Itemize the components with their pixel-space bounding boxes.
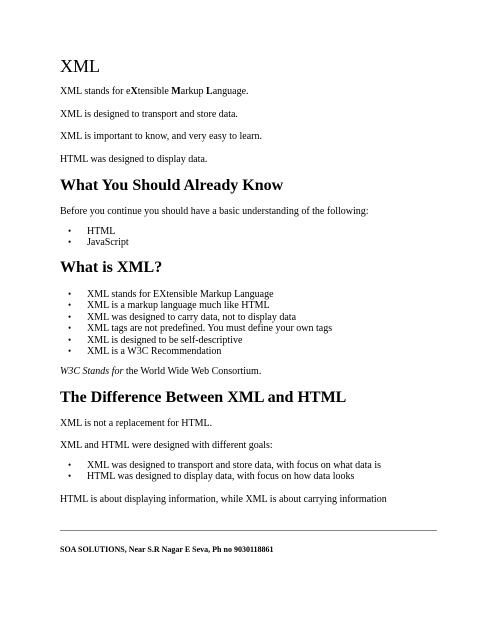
list-item: • XML was designed to transport and store data, with focus on what data is: [60, 460, 381, 471]
list-item: • XML is designed to be self-descriptive: [60, 335, 332, 346]
intro-paragraph-2: XML is designed to transport and store data.: [60, 109, 238, 120]
section-heading-what-is-xml: What is XML?: [60, 259, 163, 276]
prerequisites-text: Before you continue you should have a basic understanding of the following:: [60, 206, 369, 217]
intro-text: arkup: [180, 86, 207, 97]
list-item: • XML is a markup language much like HTML: [60, 300, 332, 311]
intro-text: XML stands for e: [60, 86, 131, 97]
section-heading-prerequisites: What You Should Already Know: [60, 177, 284, 194]
section-heading-difference: The Difference Between XML and HTML: [60, 389, 347, 406]
page-title: XML: [60, 56, 100, 76]
difference-paragraph-1: XML is not a replacement for HTML.: [60, 418, 213, 429]
list-item: • XML tags are not predefined. You must define your own tags: [60, 323, 332, 334]
intro-paragraph-1: [60, 86, 249, 98]
intro-emphasis-m: M: [171, 86, 181, 97]
w3c-note-text: the World Wide Web Consortium.: [123, 366, 262, 377]
intro-paragraph-3: XML is important to know, and very easy to learn.: [60, 131, 262, 142]
footer-divider: [60, 530, 437, 531]
list-item: • HTML: [60, 226, 129, 237]
what-is-xml-list: [60, 289, 332, 357]
intro-text: tensible: [137, 86, 172, 97]
difference-paragraph-2: XML and HTML were designed with different goals:: [60, 440, 273, 451]
intro-paragraph-4: HTML was designed to display data.: [60, 154, 208, 165]
w3c-note: [60, 366, 261, 378]
intro-emphasis-l: L: [206, 86, 213, 97]
list-item: • XML stands for EXtensible Markup Language: [60, 289, 332, 300]
w3c-note-italic: W3C Stands for: [60, 366, 124, 377]
list-item: • HTML was designed to display data, with focus on how data looks: [60, 471, 381, 482]
difference-paragraph-3: HTML is about displaying information, while XML is about carrying information: [60, 494, 387, 505]
intro-text: anguage.: [212, 86, 249, 97]
list-item: • XML is a W3C Recommendation: [60, 346, 332, 357]
page-footer: SOA SOLUTIONS, Near S.R Nagar E Seva, Ph no 9030118861: [60, 545, 274, 554]
prerequisites-list: [60, 226, 129, 249]
list-item: • XML was designed to carry data, not to display data: [60, 312, 332, 323]
list-item: • JavaScript: [60, 237, 129, 248]
difference-list: [60, 460, 381, 483]
intro-emphasis-x: X: [130, 86, 138, 97]
